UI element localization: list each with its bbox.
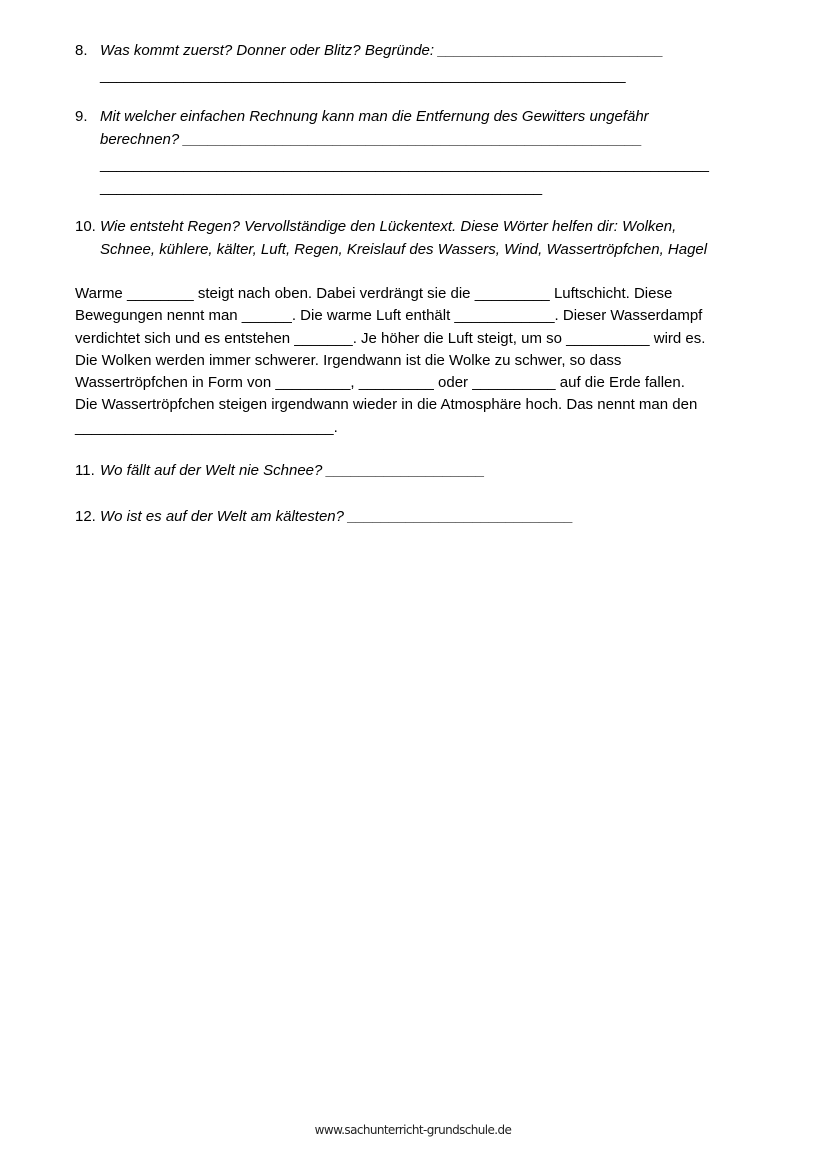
cloze-line: Wassertröpfchen in Form von _________, _________ oder __________ auf die Erde fallen. [75, 374, 685, 392]
answer-line: _______________________________________________________________ [100, 67, 626, 84]
question-number: 10. [75, 218, 96, 235]
cloze-text [75, 283, 785, 439]
question-text-continued: berechnen? _______________________________________________________ [100, 131, 643, 148]
question-text: Wo ist es auf der Welt am kältesten? ___________________________ [100, 508, 574, 525]
question-number: 11. [75, 462, 95, 479]
cloze-line: Bewegungen nennt man ______. Die warme Luft enthält ____________. Dieser Wasserdampf [75, 307, 703, 325]
question-text: Was kommt zuerst? Donner oder Blitz? Begründe: ___________________________ [100, 42, 664, 59]
footer-url: www.sachunterricht-grundschule.de [314, 1123, 512, 1137]
cloze-line: Warme ________ steigt nach oben. Dabei verdrängt sie die _________ Luftschicht. Diese [75, 285, 673, 302]
cloze-line: verdichtet sich und es entstehen _______. Je höher die Luft steigt, um so __________ wird es. [75, 329, 706, 347]
question-number: 12. [75, 508, 96, 525]
question-number: 8. [75, 42, 88, 59]
cloze-line: Die Wassertröpfchen steigen irgendwann wieder in die Atmosphäre hoch. Das nennt man den [75, 396, 698, 414]
question-text: Wo fällt auf der Welt nie Schnee? ___________________ [100, 462, 486, 479]
answer-line: _____________________________________________________ [100, 179, 543, 196]
question-text: Wie entsteht Regen? Vervollständige den Lückentext. Diese Wörter helfen dir: Wolken, [100, 218, 677, 235]
word-bank: Schnee, kühlere, kälter, Luft, Regen, Kreislauf des Wassers, Wind, Wassertröpfchen, Hagel [100, 241, 708, 258]
question-text: Mit welcher einfachen Rechnung kann man die Entfernung des Gewitters ungefähr [100, 108, 649, 125]
cloze-line: Die Wolken werden immer schwerer. Irgendwann ist die Wolke zu schwer, so dass [75, 351, 622, 369]
answer-line: _________________________________________________________________________ [100, 156, 709, 173]
cloze-line: _______________________________. [75, 418, 338, 436]
question-number: 9. [75, 108, 88, 125]
